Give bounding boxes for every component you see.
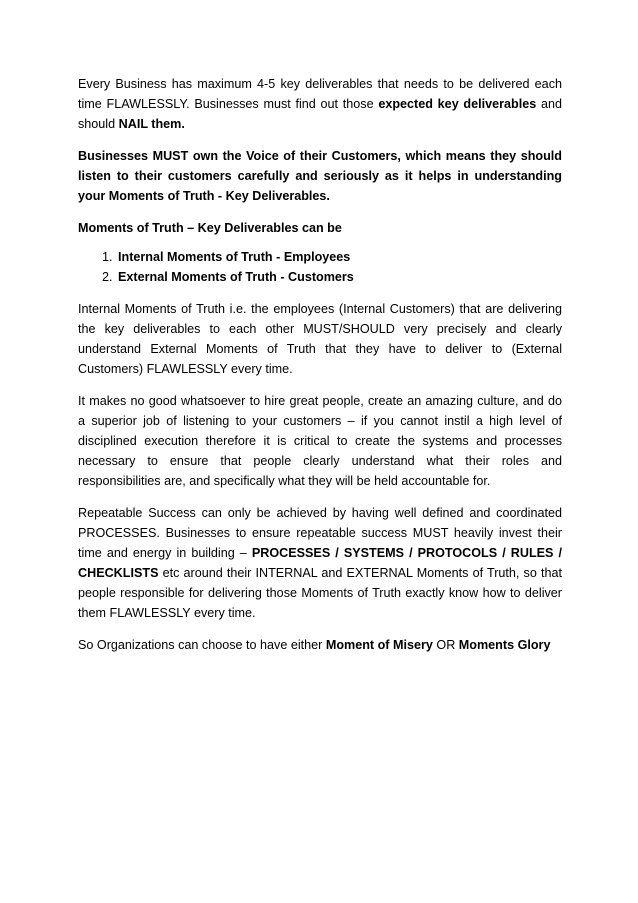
bold-text: Moment of Misery (325, 638, 433, 652)
list-item (116, 248, 562, 268)
text: Every Business has maximum 4-5 key deliverables that needs to be delivered each time FLAWLESSLY. Businesses must find out those (78, 77, 562, 111)
text: OR (432, 638, 459, 652)
bold-text: Moments of Truth – Key Deliverables can be (78, 221, 342, 235)
paragraph-repeatable-success (78, 503, 562, 623)
paragraph-execution (78, 391, 562, 491)
text: and should (78, 97, 563, 131)
list-item-label: Internal Moments of Truth - Employees (118, 250, 351, 264)
text: Internal Moments of Truth i.e. the employees (Internal Customers) that are delivering the key deliverables to each other MUST/SHOULD very precisely and clearly understand External Moments of Truth that they have to deliver to (External Customers) FLAWLESSLY every time. (78, 302, 562, 376)
bold-text: NAIL them. (118, 117, 185, 131)
bold-text: expected key deliverables (378, 97, 537, 111)
bold-text: Moments Glory (458, 638, 551, 652)
paragraph-voice-of-customers (78, 146, 562, 206)
bold-text: Businesses MUST own the Voice of their Customers, which means they should listen to their customers carefully and seriously as it helps in understanding your Moments of Truth - Key Deliverables. (78, 149, 562, 203)
moments-list (78, 248, 562, 287)
text: etc around their INTERNAL and EXTERNAL Moments of Truth, so that people responsible for delivering those Moments of Truth exactly know how to deliver them FLAWLESSLY every time. (78, 566, 562, 620)
paragraph-conclusion (78, 635, 562, 655)
list-item (116, 268, 562, 288)
list-item-label: External Moments of Truth - Customers (118, 269, 354, 284)
bold-text: PROCESSES / SYSTEMS / PROTOCOLS / RULES / CHECKLISTS (78, 546, 562, 580)
document-page (78, 74, 562, 667)
paragraph-moments-heading (78, 218, 562, 238)
text: So Organizations can choose to have either (78, 638, 326, 652)
paragraph-internal-moments (78, 299, 562, 379)
text: It makes no good whatsoever to hire great people, create an amazing culture, and do a superior job of listening to your customers – if you cannot instil a high level of disciplined execution therefore it is critical to create the systems and processes necessary to ensure that people clearly understand what their roles and responsibilities are, and specifically what they will be held accountable for. (78, 394, 562, 488)
paragraph-key-deliverables (78, 74, 562, 134)
text: Repeatable Success can only be achieved by having well defined and coordinated PROCESSES. Businesses to ensure repeatable success MUST heavily invest their time and energy in building – (78, 506, 562, 560)
